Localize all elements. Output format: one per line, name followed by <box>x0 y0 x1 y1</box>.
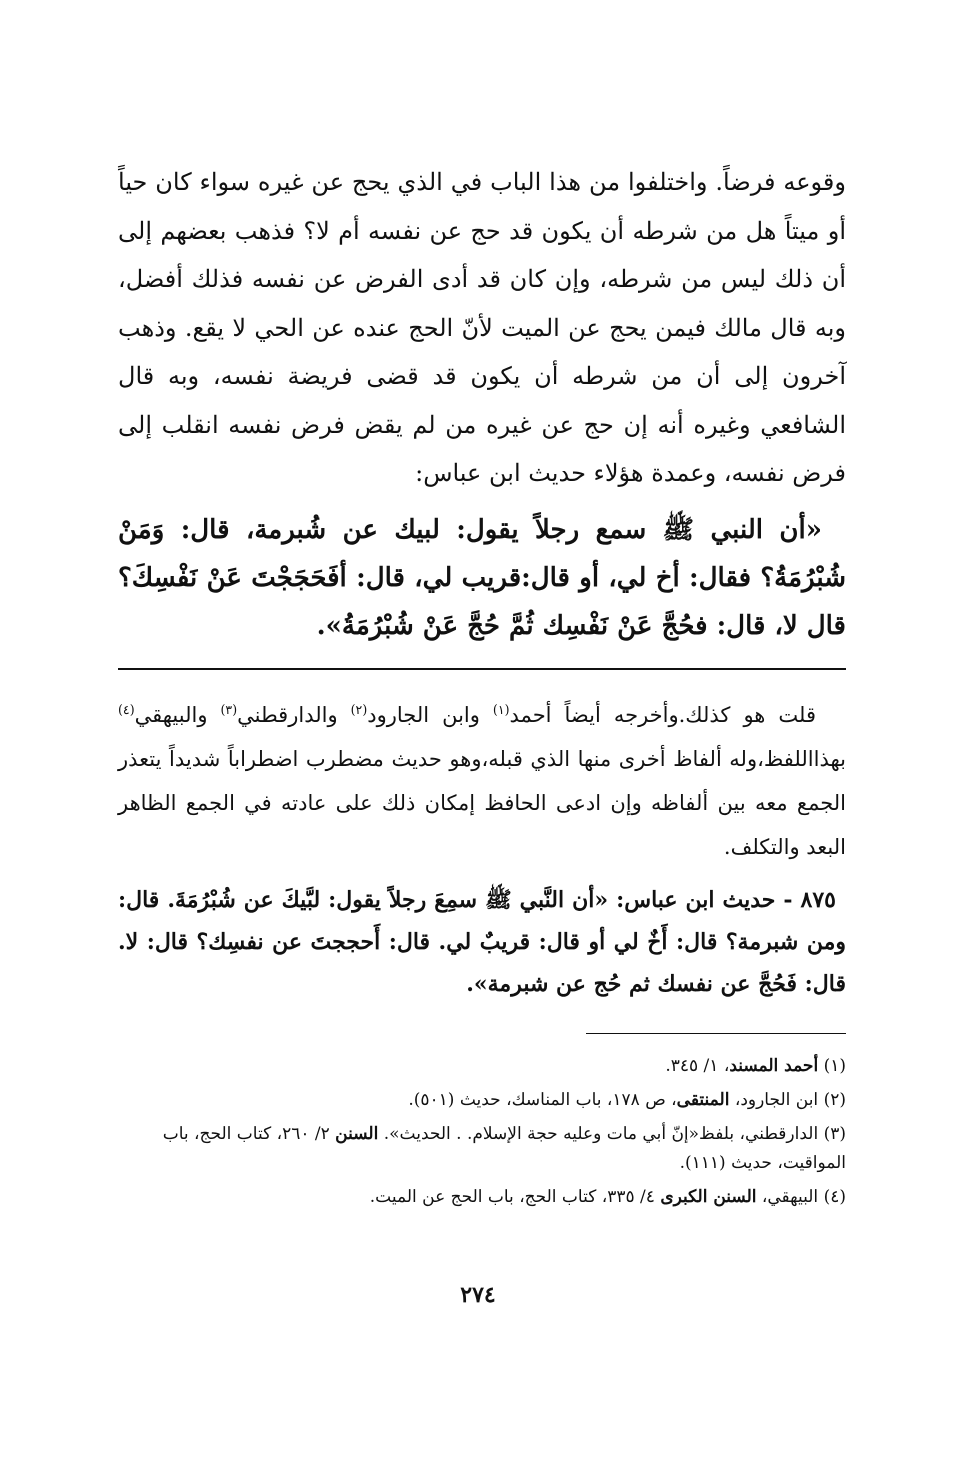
footnote-ref-3: (٣) <box>220 701 238 717</box>
main-divider <box>118 668 846 670</box>
footnote-text: ٤/ ٣٣٥، كتاب الحج، باب الحج عن الميت. <box>369 1186 661 1207</box>
footnote-source: السنن <box>335 1123 379 1144</box>
page-number: ٢٧٤ <box>460 1282 496 1308</box>
commentary-text: والدارقطني <box>237 702 351 727</box>
quoted-hadith: «أن النبي ﷺ سمع رجلاً يقول: لبيك عن شُبرمة، قال: وَمَنْ شُبْرُمَةُ؟ فقال: أخ لي، أو قال:قريب لي، قال: أفَحَجَجْتَ عَنْ نَفْسِكَ؟ قال لا، قال: فحُجَّ عَنْ نَفْسِك ثُمَّ حُجَّ عَنْ شُبْرُمَةُ». <box>118 514 846 641</box>
footnote-number: (٣) <box>823 1123 846 1144</box>
commentary-paragraph <box>118 688 846 869</box>
footnote-number: (١) <box>823 1055 846 1076</box>
commentary-text: وابن الجارود <box>367 702 493 727</box>
footnote-4 <box>118 1183 846 1212</box>
hadith-875-block <box>118 879 846 1005</box>
footnote-text: ، ص ١٧٨، باب المناسك، حديث (٥٠١). <box>408 1089 677 1110</box>
footnote-text: ابن الجارود، <box>729 1089 819 1110</box>
footnote-3 <box>118 1120 846 1178</box>
footnote-text: البيهقي، <box>756 1186 819 1207</box>
hadith-875: ٨٧٥ - حديث ابن عباس: «أن النَّبي ﷺ سمِعَ رجلاً يقول: لبَّيكَ عن شُبْرُمَةَ. قال: ومن شبرمة؟ قال: أَخٌ لي أو قال: قريبٌ لي. قال: أَحججتَ عن نفسِك؟ قال: لا. قال: فَحُجَّ عن نفسك ثم حُج عن شبرمة». <box>118 886 846 997</box>
footnotes <box>118 1052 846 1212</box>
footnote-source: أحمد المسند <box>729 1055 819 1076</box>
footnote-text: الدارقطني، بلفظ«إنّ أبي مات وعليه حجة الإسلام. . الحديث». <box>378 1123 819 1144</box>
commentary-text: قلت هو كذلك.وأخرجه أيضاً أحمد <box>509 702 817 727</box>
footnote-source: المنتقى <box>676 1089 730 1110</box>
footnote-1 <box>118 1052 846 1081</box>
commentary-block <box>118 688 846 869</box>
footnote-text: ، ١/ ٣٤٥. <box>665 1055 730 1076</box>
body-text <box>118 158 846 498</box>
footnote-divider <box>586 1033 846 1034</box>
footnote-ref-2: (٢) <box>350 701 368 717</box>
body-paragraph: وقوعه فرضاً. واختلفوا من هذا الباب في الذي يحج عن غيره سواء كان حياً أو ميتاً هل من شرطه أن يكون قد حج عن نفسه أم لا؟ فذهب بعضهم إلى أن ذلك ليس من شرطه، وإن كان قد أدى الفرض عن نفسه فذلك أفضل، وبه قال مالك فيمن يحج عن الميت لأنّ الحج عنده عن الحي لا يقع. وذهب آخرون إلى أن من شرطه أن يكون قد قضى فريضة نفسه، وبه قال الشافعي وغيره أنه إن حج عن غيره من لم يقض فرض نفسه انقلب إلى فرض نفسه، وعمدة هؤلاء حديث ابن عباس: <box>118 168 846 487</box>
footnote-ref-4: (٤) <box>118 701 135 717</box>
footnote-text: ٢/ ٢٦٠، كتاب الحج، باب المواقيت، حديث (١١١). <box>162 1123 846 1173</box>
footnote-number: (٤) <box>823 1186 846 1207</box>
footnote-ref-1: (١) <box>492 701 510 717</box>
commentary-text: والبيهقي <box>134 702 221 727</box>
footnote-source: السنن الكبرى <box>660 1186 757 1207</box>
footnote-2 <box>118 1086 846 1115</box>
commentary-text: بهذااللفظ،وله ألفاظ أخرى منها الذي قبله،وهو حديث مضطرب اضطراباً شديداً يتعذر الجمع معه بين ألفاظه وإن ادعى الحافظ إمكان ذلك على عادته في الجمع الظاهر البعد والتكلف. <box>118 746 846 859</box>
quoted-hadith-block <box>118 506 846 650</box>
footnote-number: (٢) <box>823 1089 846 1110</box>
